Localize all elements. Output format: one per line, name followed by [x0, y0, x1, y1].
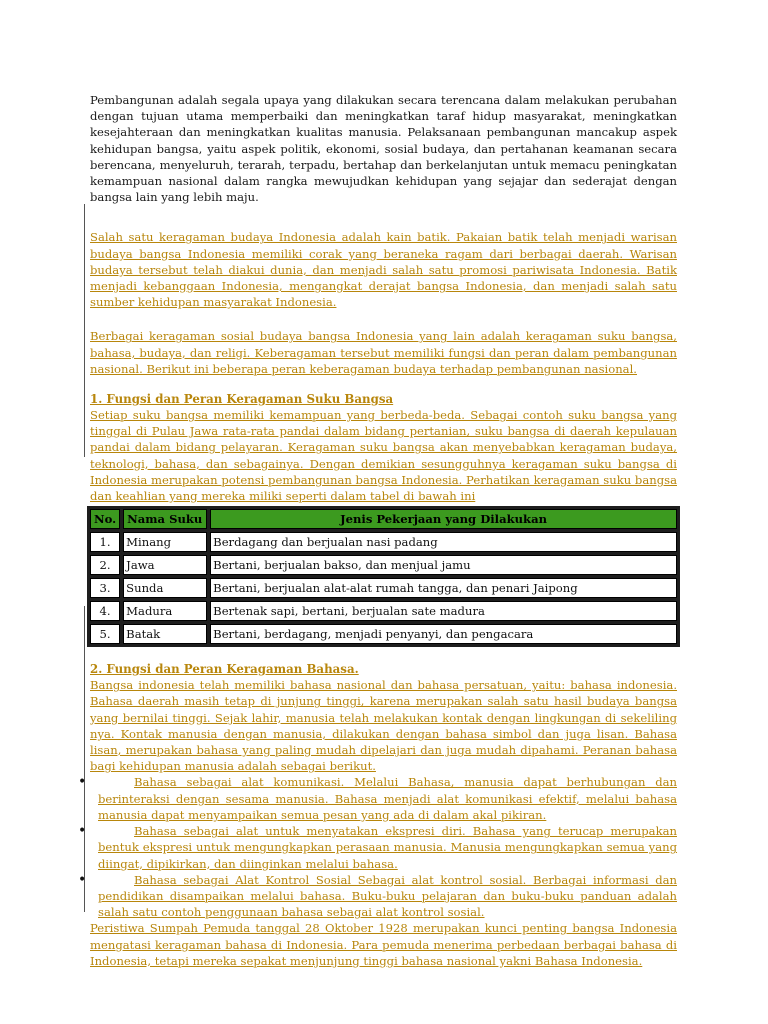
table-header-row: [90, 509, 677, 529]
section2-body: Bangsa indonesia telah memiliki bahasa nasional dan bahasa persatuan, yaitu: bahasa indonesia. Bahasa daerah masih tetap di junjung tinggi, karena merupakan salah satu hasil budaya bangsa yang bernilai tinggi. Sejak lahir, manusia telah melakukan kontak dengan lingkungan di sekeliling nya. Kontak manusia dengan manusia, dilakukan dengan bahasa simbol dan juga lisan. Bahasa lisan, merupakan bahasa yang paling mudah dipelajari dan juga mudah dipahami. Peranan bahasa bagi kehidupan manusia adalah sebagai berikut.: [90, 678, 677, 774]
cell-jenis: Berdagang dan berjualan nasi padang: [210, 532, 677, 552]
cell-nama: Madura: [123, 601, 207, 621]
cell-jenis: Bertani, berjualan bakso, dan menjual jamu: [210, 555, 677, 575]
cell-nama: Minang: [123, 532, 207, 552]
bullet-icon: •: [78, 823, 87, 840]
suku-table: [87, 506, 680, 647]
header-nama-suku: Nama Suku: [123, 509, 207, 529]
peranan-bahasa-list: [78, 774, 677, 920]
document-page: [78, 92, 677, 969]
cell-nama: Sunda: [123, 578, 207, 598]
table-row: [90, 601, 677, 621]
cell-no: 5.: [90, 624, 120, 644]
batik-paragraph: Salah satu keragaman budaya Indonesia adalah kain batik. Pakaian batik telah menjadi warisan budaya bangsa Indonesia memiliki corak yang beraneka ragam dari berbagai daerah. Warisan budaya tersebut telah diakui dunia, dan menjadi salah satu promosi pariwisata Indonesia. Batik menjadi kebanggaan Indonesia, mengangkat derajat bangsa Indonesia, dan menjadi salah satu sumber kehidupan masyarakat Indonesia.: [90, 230, 677, 310]
cell-jenis: Bertani, berdagang, menjadi penyanyi, dan pengacara: [210, 624, 677, 644]
cell-no: 4.: [90, 601, 120, 621]
list-item: [78, 871, 677, 921]
list-item: [78, 774, 677, 823]
bullet-icon: •: [78, 871, 87, 888]
table-row: [90, 555, 677, 575]
cell-nama: Jawa: [123, 555, 207, 575]
table-row: [90, 532, 677, 552]
keragaman-paragraph: Berbagai keragaman sosial budaya bangsa Indonesia yang lain adalah keragaman suku bangsa, bahasa, budaya, dan religi. Keberagaman tersebut memiliki fungsi dan peran dalam pembangunan nasional. Berikut ini beberapa peran keberagaman budaya terhadap pembangunan nasional.: [90, 329, 677, 376]
section1-heading: 1. Fungsi dan Peran Keragaman Suku Bangsa: [90, 392, 394, 407]
cell-no: 1.: [90, 532, 120, 552]
cell-nama: Batak: [123, 624, 207, 644]
section1-body: Setiap suku bangsa memiliki kemampuan yang berbeda-beda. Sebagai contoh suku bangsa yang tinggal di Pulau Jawa rata-rata pandai dalam bidang pertanian, suku bangsa di daerah kepulauan pandai dalam bidang pelayaran. Keragaman suku bangsa akan menyebabkan keragaman budaya, teknologi, bahasa, dan sebagainya. Dengan demikian sesungguhnya keragaman suku bangsa di Indonesia merupakan potensi pembangunan bangsa Indonesia. Perhatikan keragaman suku bangsa dan keahlian yang mereka miliki seperti dalam tabel di bawah ini: [90, 408, 677, 504]
intro-paragraph: Pembangunan adalah segala upaya yang dilakukan secara terencana dalam melakukan perubahan dengan tujuan utama memperbaiki dan meningkatkan taraf hidup masyarakat, meningkatkan kesejahteraan dan meningkatkan kualitas manusia. Pelaksanaan pembangunan mancakup aspek kehidupan bangsa, yaitu aspek politik, ekonomi, sosial budaya, dan pertahanan keamanan secara berencana, menyeluruh, terarah, terpadu, bertahap dan berkelanjutan untuk memacu peningkatan kemampuan nasional dalam rangka mewujudkan kehidupan yang sejajar dan sederajat dengan bangsa lain yang lebih maju.: [90, 93, 677, 205]
table-row: [90, 578, 677, 598]
header-no: No.: [90, 509, 120, 529]
section2-heading: 2. Fungsi dan Peran Keragaman Bahasa.: [90, 662, 359, 677]
table-row: [90, 624, 677, 644]
bullet-text: Bahasa sebagai Alat Kontrol Sosial Sebagai alat kontrol sosial. Berbagai informasi dan pendidikan disampaikan melalui bahasa. Buku-buku pelajaran dan buku-buku panduan adalah salah satu contoh penggunaan bahasa sebagai alat kontrol sosial.: [98, 872, 677, 920]
bullet-text: Bahasa sebagai alat komunikasi. Melalui Bahasa, manusia dapat berhubungan dan berinteraksi dengan sesama manusia. Bahasa menjadi alat komunikasi efektif, melalui bahasa manusia dapat menyampaikan semua pesan yang ada di dalam akal pikiran.: [98, 775, 677, 822]
closing-paragraph: Peristiwa Sumpah Pemuda tanggal 28 Oktober 1928 merupakan kunci penting bangsa Indonesia mengatasi keragaman bahasa di Indonesia. Para pemuda menerima perbedaan berbagai bahasa di Indonesia, tetapi mereka sepakat menjunjung tinggi bahasa nasional yakni Bahasa Indonesia.: [90, 921, 677, 968]
cell-jenis: Bertani, berjualan alat-alat rumah tangga, dan penari Jaipong: [210, 578, 677, 598]
cell-jenis: Bertenak sapi, bertani, berjualan sate madura: [210, 601, 677, 621]
list-item: [78, 823, 677, 872]
cell-no: 2.: [90, 555, 120, 575]
bullet-text: Bahasa sebagai alat untuk menyatakan ekspresi diri. Bahasa yang terucap merupakan bentuk ekspresi untuk mengungkapkan perasaan manusia. Manusia mengungkapkan semua yang diingat, dipikirkan, dan diinginkan melalui bahasa.: [98, 824, 677, 871]
bullet-icon: •: [78, 774, 87, 791]
cell-no: 3.: [90, 578, 120, 598]
change-bar-bottom: [84, 606, 85, 912]
change-bar-top: [84, 204, 85, 457]
header-jenis-pekerjaan: Jenis Pekerjaan yang Dilakukan: [210, 509, 677, 529]
